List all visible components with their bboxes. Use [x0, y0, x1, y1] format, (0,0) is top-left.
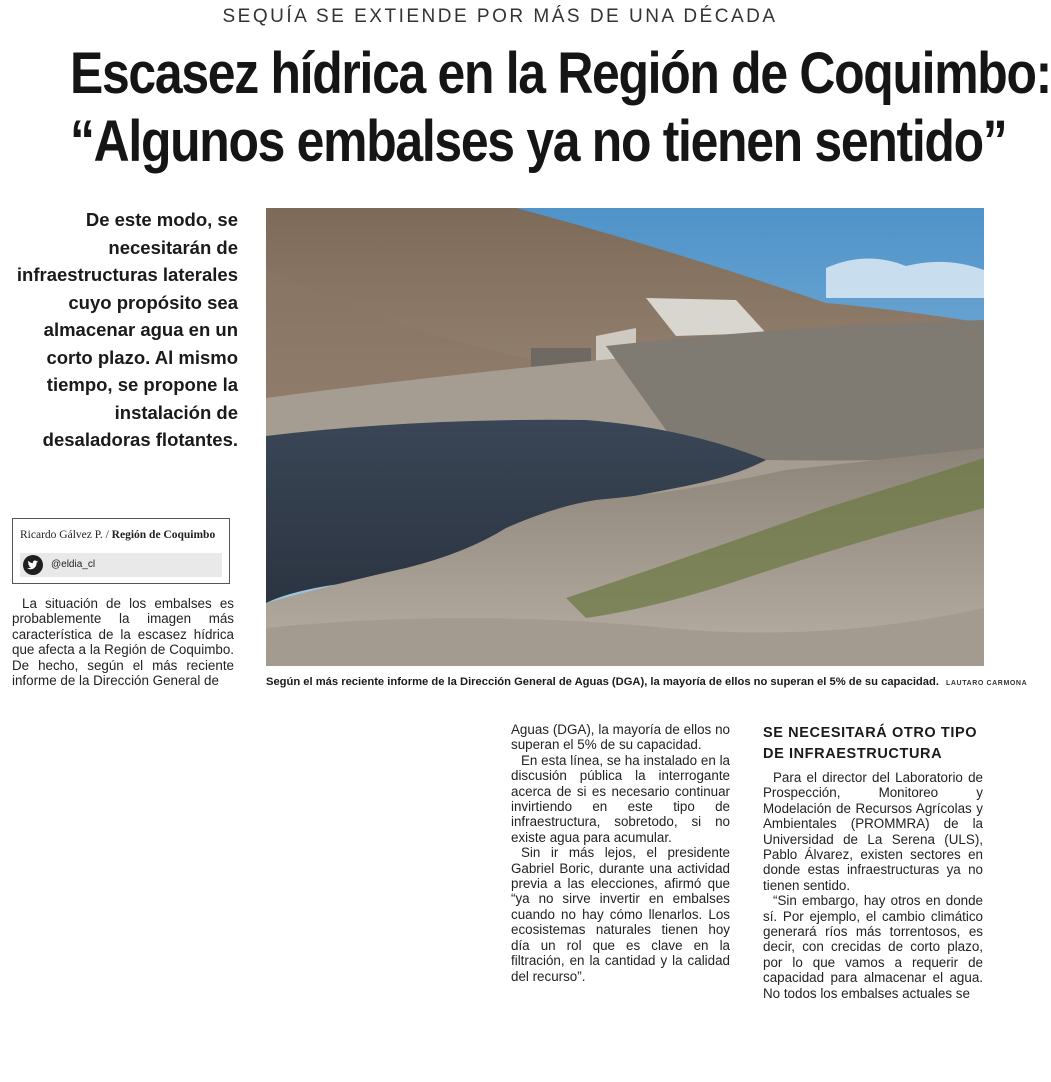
paragraph: Aguas (DGA), la mayoría de ellos no superan el 5% de su capacidad. [511, 722, 730, 753]
byline-box [12, 518, 230, 584]
byline-author: Ricardo Gálvez P. / [20, 529, 109, 541]
paragraph: Para el director del Laboratorio de Prospección, Monitoreo y Modelación de Recursos Agrícolas y Ambientales (PROMMRA) de la Universidad de La Serena (ULS), Pablo Álvarez, existen sectores en donde estas infraestructuras ya no tienen sentido. [763, 770, 983, 893]
paragraph: “Sin embargo, hay otros en donde sí. Por ejemplo, el cambio climático generará ríos más torrentosos, es decir, con crecidas de corto plazo, por lo que vamos a requerir de capacidad para almacenar el agua. No todos los embalses actuales se [763, 893, 983, 1001]
twitter-icon [23, 555, 43, 575]
body-column-2 [511, 722, 730, 984]
headline-line-2: “Algunos embalses ya no tienen sentido” [70, 109, 1007, 174]
section-subhead: SE NECESITARÁ OTRO TIPO DE INFRAESTRUCTURA [763, 725, 978, 762]
headline [70, 40, 1051, 176]
social-handle[interactable]: @eldia_cl [51, 559, 96, 570]
paragraph: La situación de los embalses es probablemente la imagen más característica de la escasez hídrica que afecta a la Región de Coquimbo. De hecho, según el más reciente informe de la Dirección General de [12, 596, 234, 689]
photo-caption [266, 676, 1028, 688]
paragraph: En esta línea, se ha instalado en la discusión pública la interrogante acerca de si es necesario continuar invirtiendo en este tipo de infraestructura, sobretodo, si no existe agua para acumular. [511, 752, 730, 845]
body-column-3 [763, 770, 983, 1001]
headline-line-1: Escasez hídrica en la Región de Coquimbo: [70, 41, 1051, 106]
caption-text: Según el más reciente informe de la Dirección General de Aguas (DGA), la mayoría de ellos no superan el 5% de su capacidad. [266, 676, 939, 688]
reservoir-photo [266, 208, 984, 666]
lede: De este modo, se necesitarán de infraestructuras laterales cuyo propósito sea almacenar agua en un corto plazo. Al mismo tiempo, se propone la instalación de desaladoras flotantes. [16, 209, 238, 450]
paragraph: Sin ir más lejos, el presidente Gabriel Boric, durante una actividad previa a las elecciones, afirmó que “ya no sirve invertir en embalses cuando no hay cómo llenarlos. Los ecosistemas naturales tienen hoy día un rol que es clave en la filtración, en la cantidad y la calidad del recurso”. [511, 845, 730, 984]
byline [20, 529, 215, 541]
social-strip [20, 553, 222, 577]
photo-credit: LAUTARO CARMONA [946, 680, 1028, 687]
byline-region: Región de Coquimbo [111, 529, 216, 541]
kicker: SEQUÍA SE EXTIENDE POR MÁS DE UNA DÉCADA [222, 6, 778, 27]
body-column-1 [12, 596, 234, 688]
